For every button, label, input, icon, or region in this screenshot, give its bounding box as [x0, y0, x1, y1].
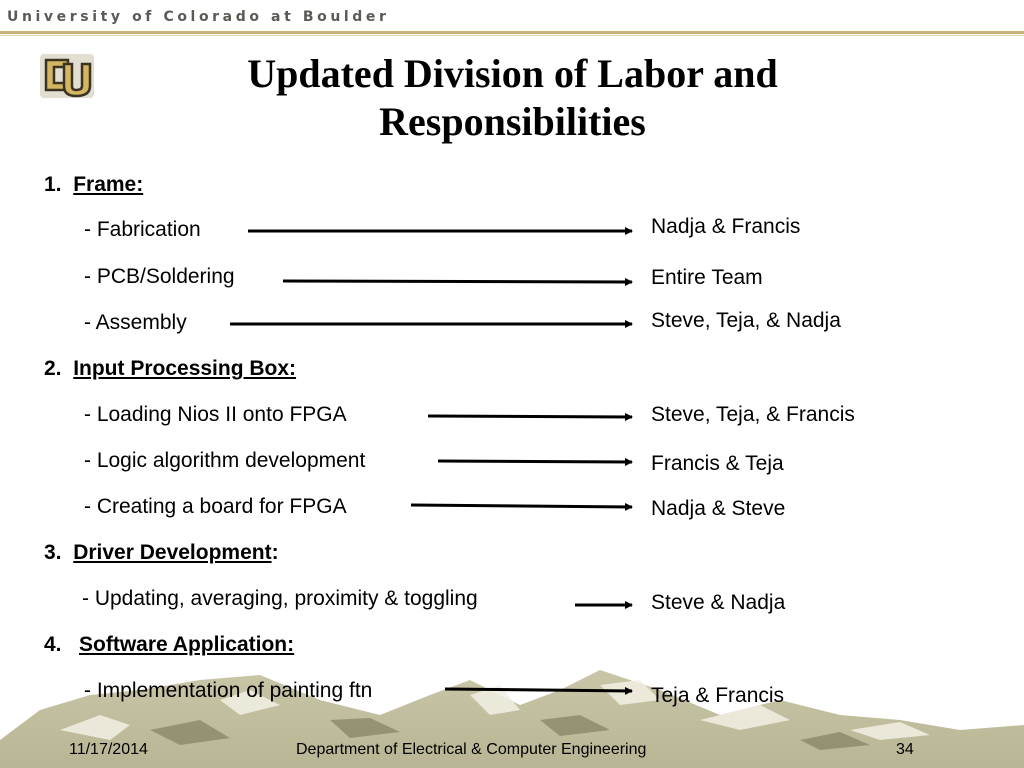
- assignee-pcb-soldering: Entire Team: [651, 266, 763, 289]
- task-creating-board: - Creating a board for FPGA: [84, 495, 347, 518]
- section-suffix: :: [271, 541, 279, 564]
- section-number: 4.: [44, 633, 62, 656]
- footer-date: 11/17/2014: [69, 741, 148, 758]
- task-implementation-painting: - Implementation of painting ftn: [84, 679, 373, 702]
- title-line-1: Updated Division of Labor and: [247, 51, 778, 96]
- cu-logo-icon: [38, 50, 96, 100]
- assignee-assembly: Steve, Teja, & Nadja: [651, 309, 841, 332]
- task-updating-averaging: - Updating, averaging, proximity & toggling: [82, 587, 478, 610]
- section-label: Input Processing Box:: [73, 357, 297, 380]
- section-driver-development-heading: [44, 541, 279, 565]
- assignee-loading-nios: Steve, Teja, & Francis: [651, 403, 855, 426]
- header-divider: [0, 31, 1024, 34]
- arrow-pcb-soldering: [283, 281, 632, 282]
- task-pcb-soldering: - PCB/Soldering: [84, 265, 235, 288]
- section-label: Frame:: [73, 173, 144, 196]
- section-input-processing-heading: [44, 357, 296, 381]
- slide-title: [160, 50, 865, 146]
- section-number: 2.: [44, 357, 62, 380]
- footer-page-number: 34: [896, 741, 914, 758]
- section-label: Driver Development: [73, 541, 272, 564]
- arrow-loading-nios: [428, 416, 632, 417]
- title-line-2: Responsibilities: [379, 99, 646, 144]
- assignee-fabrication: Nadja & Francis: [651, 215, 801, 238]
- task-assembly: - Assembly: [84, 311, 187, 334]
- header-divider-thin: [0, 35, 1024, 36]
- section-frame-heading: [44, 173, 143, 197]
- task-fabrication: - Fabrication: [84, 218, 201, 241]
- task-loading-nios: - Loading Nios II onto FPGA: [84, 403, 347, 426]
- assignee-logic-algorithm: Francis & Teja: [651, 452, 784, 475]
- section-number: 3.: [44, 541, 62, 564]
- section-software-application-heading: [44, 633, 294, 657]
- assignee-creating-board: Nadja & Steve: [651, 497, 786, 520]
- institution-header: University of Colorado at Boulder: [7, 9, 390, 25]
- assignee-updating-averaging: Steve & Nadja: [651, 591, 786, 614]
- footer-department: Department of Electrical & Computer Engineering: [296, 741, 647, 758]
- assignee-implementation-painting: Teja & Francis: [651, 684, 785, 707]
- arrow-logic-algorithm: [438, 461, 632, 462]
- task-logic-algorithm: - Logic algorithm development: [84, 449, 366, 472]
- section-number: 1.: [44, 173, 62, 196]
- arrow-creating-board: [411, 505, 632, 507]
- section-label: Software Application:: [79, 633, 295, 656]
